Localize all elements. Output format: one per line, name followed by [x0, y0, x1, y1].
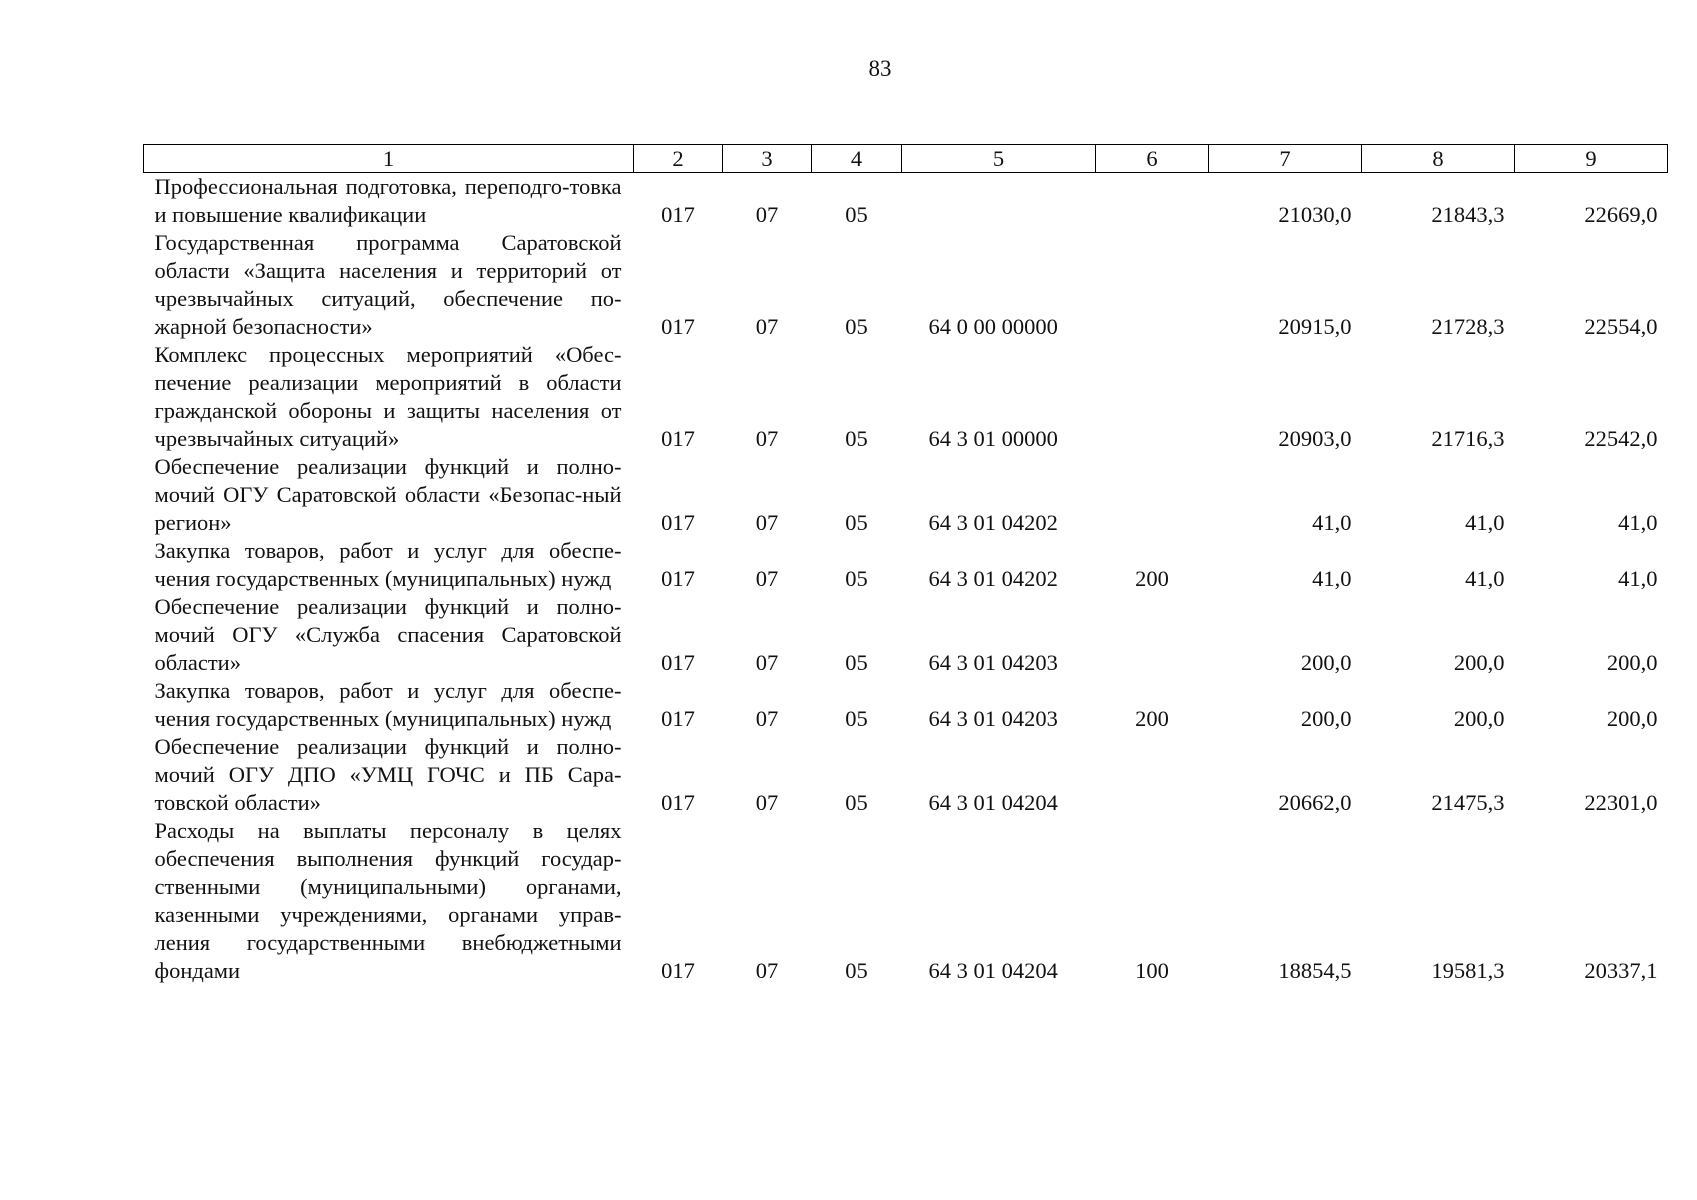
expense-type-cell	[1096, 341, 1209, 453]
description-cell: Закупка товаров, работ и услуг для обеспе-чения государственных (муниципальных) нужд	[154, 538, 622, 591]
table-row	[144, 453, 1668, 537]
section-cell: 07	[755, 566, 779, 591]
amount-col7-cell: 20903,0	[1278, 426, 1352, 451]
target-article-cell	[902, 173, 1096, 230]
expense-type-cell	[1096, 593, 1209, 677]
expense-type-cell: 100	[1135, 958, 1169, 983]
description-cell: Обеспечение реализации функций и полно-мочий ОГУ «Служба спасения Саратовской области»	[154, 594, 622, 675]
department-code-cell: 017	[661, 426, 695, 451]
subsection-cell: 05	[845, 510, 868, 535]
expense-type-cell	[1096, 733, 1209, 817]
target-article-cell: 64 3 01 00000	[928, 426, 1058, 451]
budget-table	[143, 144, 1668, 985]
section-cell: 07	[755, 426, 779, 451]
target-article-cell: 64 3 01 04203	[928, 706, 1058, 731]
target-article-cell: 64 3 01 04203	[928, 650, 1058, 675]
table-row	[144, 173, 1668, 230]
section-cell: 07	[755, 706, 779, 731]
amount-col8-cell: 21728,3	[1431, 314, 1505, 339]
amount-col8-cell: 41,0	[1465, 566, 1505, 591]
amount-col7-cell: 20662,0	[1278, 790, 1352, 815]
department-code-cell: 017	[661, 958, 695, 983]
column-header-7: 7	[1209, 145, 1362, 173]
target-article-cell: 64 3 01 04204	[928, 958, 1058, 983]
expense-type-cell	[1096, 173, 1209, 230]
section-cell: 07	[755, 510, 779, 535]
department-code-cell: 017	[661, 510, 695, 535]
description-cell: Государственная программа Саратовской области «Защита населения и территорий от чрезвычайных ситуаций, обеспечение по-жарной безопасности»	[154, 230, 622, 339]
department-code-cell: 017	[661, 566, 695, 591]
section-cell: 07	[755, 650, 779, 675]
department-code-cell: 017	[661, 706, 695, 731]
table-row	[144, 341, 1668, 453]
amount-col8-cell: 41,0	[1465, 510, 1505, 535]
expense-type-cell	[1096, 453, 1209, 537]
amount-col8-cell: 200,0	[1453, 650, 1505, 675]
amount-col8-cell: 21716,3	[1431, 426, 1505, 451]
amount-col8-cell: 19581,3	[1431, 958, 1505, 983]
amount-col7-cell: 200,0	[1300, 650, 1352, 675]
amount-col7-cell: 41,0	[1312, 510, 1352, 535]
table-row	[144, 229, 1668, 341]
amount-col8-cell: 21475,3	[1431, 790, 1505, 815]
table-row	[144, 733, 1668, 817]
expense-type-cell: 200	[1135, 566, 1169, 591]
amount-col9-cell: 22669,0	[1584, 202, 1658, 227]
amount-col9-cell: 200,0	[1606, 706, 1658, 731]
column-header-9: 9	[1515, 145, 1668, 173]
expense-type-cell	[1096, 229, 1209, 341]
target-article-cell: 64 3 01 04202	[928, 566, 1058, 591]
amount-col8-cell: 200,0	[1453, 706, 1505, 731]
table-row	[144, 593, 1668, 677]
subsection-cell: 05	[845, 790, 868, 815]
description-cell: Комплекс процессных мероприятий «Обес-печение реализации мероприятий в области гражданской обороны и защиты населения от чрезвычайных ситуаций»	[154, 342, 622, 451]
section-cell: 07	[755, 790, 779, 815]
subsection-cell: 05	[845, 566, 868, 591]
description-cell: Обеспечение реализации функций и полно-мочий ОГУ Саратовской области «Безопас-ный регион»	[154, 454, 622, 535]
amount-col9-cell: 22542,0	[1584, 426, 1658, 451]
amount-col7-cell: 21030,0	[1278, 202, 1352, 227]
amount-col9-cell: 22301,0	[1584, 790, 1658, 815]
amount-col9-cell: 41,0	[1618, 566, 1658, 591]
description-cell: Профессиональная подготовка, переподго-товка и повышение квалификации	[154, 174, 622, 227]
description-cell: Расходы на выплаты персоналу в целях обеспечения выполнения функций государ-ственными (муниципальными) органами, казенными учреждениями, органами управ-ления государственными внебюджетными фондами	[154, 818, 622, 983]
target-article-cell: 64 3 01 04202	[928, 510, 1058, 535]
section-cell: 07	[755, 202, 779, 227]
amount-col7-cell: 18854,5	[1278, 958, 1352, 983]
amount-col7-cell: 20915,0	[1278, 314, 1352, 339]
subsection-cell: 05	[845, 202, 868, 227]
table-row	[144, 817, 1668, 985]
expense-type-cell: 200	[1135, 706, 1169, 731]
department-code-cell: 017	[661, 202, 695, 227]
amount-col8-cell: 21843,3	[1431, 202, 1505, 227]
section-cell: 07	[755, 958, 779, 983]
amount-col7-cell: 200,0	[1300, 706, 1352, 731]
amount-col9-cell: 200,0	[1606, 650, 1658, 675]
department-code-cell: 017	[661, 314, 695, 339]
section-cell: 07	[755, 314, 779, 339]
column-header-1: 1	[144, 145, 634, 173]
table-row	[144, 537, 1668, 593]
subsection-cell: 05	[845, 650, 868, 675]
department-code-cell: 017	[661, 650, 695, 675]
amount-col9-cell: 20337,1	[1584, 958, 1658, 983]
column-header-5: 5	[902, 145, 1096, 173]
target-article-cell: 64 0 00 00000	[928, 314, 1058, 339]
table-body	[144, 173, 1668, 986]
target-article-cell: 64 3 01 04204	[928, 790, 1058, 815]
column-header-2: 2	[634, 145, 723, 173]
page-number: 83	[868, 56, 892, 81]
column-header-8: 8	[1362, 145, 1515, 173]
subsection-cell: 05	[845, 314, 868, 339]
table-row	[144, 677, 1668, 733]
department-code-cell: 017	[661, 790, 695, 815]
subsection-cell: 05	[845, 958, 868, 983]
subsection-cell: 05	[845, 426, 868, 451]
column-header-6: 6	[1096, 145, 1209, 173]
subsection-cell: 05	[845, 706, 868, 731]
column-header-3: 3	[723, 145, 812, 173]
column-header-4: 4	[812, 145, 902, 173]
amount-col9-cell: 41,0	[1618, 510, 1658, 535]
description-cell: Обеспечение реализации функций и полно-мочий ОГУ ДПО «УМЦ ГОЧС и ПБ Сара-товской области»	[154, 734, 622, 815]
description-cell: Закупка товаров, работ и услуг для обеспе-чения государственных (муниципальных) нужд	[154, 678, 622, 731]
amount-col9-cell: 22554,0	[1584, 314, 1658, 339]
amount-col7-cell: 41,0	[1312, 566, 1352, 591]
column-number-row	[144, 145, 1668, 173]
